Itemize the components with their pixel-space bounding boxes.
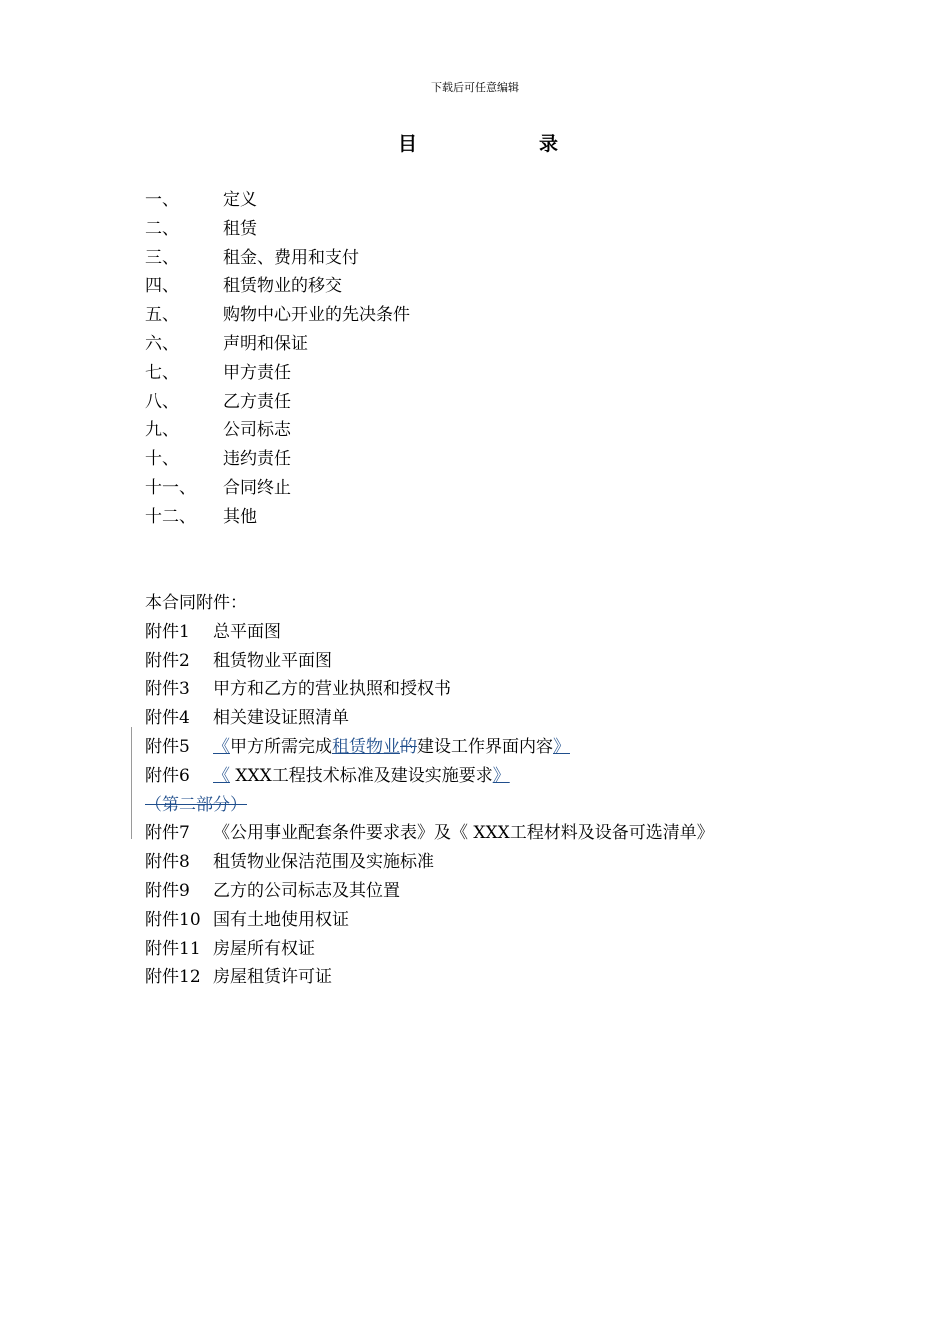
toc-title-left: 目 <box>398 133 418 155</box>
table-of-contents <box>145 186 410 532</box>
toc-item <box>145 244 410 273</box>
inserted-text: 》 <box>492 765 510 786</box>
toc-item-number: 四、 <box>145 276 179 297</box>
toc-item <box>145 301 410 330</box>
attachment-number: 附件10 <box>145 909 201 930</box>
attachment-title-text: XXX工程技术标准及建设实施要求 <box>230 765 493 786</box>
toc-item-number: 九、 <box>145 420 179 441</box>
toc-item-number: 三、 <box>145 247 179 268</box>
attachment-number: 附件6 <box>145 765 190 786</box>
attachment-title: 租赁物业平面图 <box>213 650 332 671</box>
toc-item-title: 乙方责任 <box>223 391 291 412</box>
toc-item-title: 声明和保证 <box>223 333 308 354</box>
attachment-title: 房屋租赁许可证 <box>213 967 332 988</box>
toc-item <box>145 445 410 474</box>
attachments-list <box>145 618 714 992</box>
toc-item <box>145 474 410 503</box>
toc-item <box>145 388 410 417</box>
toc-item-number: 七、 <box>145 362 179 383</box>
attachment-number: 附件8 <box>145 852 190 873</box>
attachment-number: 附件11 <box>145 938 201 959</box>
toc-item <box>145 330 410 359</box>
change-bar <box>131 727 132 839</box>
attachment-title: 相关建设证照清单 <box>213 708 349 729</box>
attachment-item <box>145 733 714 762</box>
attachment-item <box>145 618 714 647</box>
inserted-text: 《 <box>213 736 230 757</box>
toc-item <box>145 272 410 301</box>
toc-item-number: 八、 <box>145 391 179 412</box>
toc-item-number: 十、 <box>145 449 179 470</box>
attachment-item <box>145 935 714 964</box>
toc-item <box>145 503 410 532</box>
toc-item <box>145 359 410 388</box>
attachment-number: 附件4 <box>145 708 190 729</box>
toc-item-title: 合同终止 <box>223 477 291 498</box>
toc-item-title: 甲方责任 <box>223 362 291 383</box>
toc-item <box>145 186 410 215</box>
attachment-item <box>145 848 714 877</box>
toc-item-number: 十二、 <box>145 506 196 527</box>
attachment-title: 乙方的公司标志及其位置 <box>213 880 400 901</box>
toc-item <box>145 416 410 445</box>
attachment-title <box>213 762 510 791</box>
attachment-item <box>145 819 714 848</box>
attachment-title <box>213 733 570 762</box>
toc-item-number: 二、 <box>145 218 179 239</box>
toc-item-title: 其他 <box>223 506 257 527</box>
toc-item-number: 十一、 <box>145 477 196 498</box>
toc-item-title: 定义 <box>223 190 257 210</box>
inserted-text: 》 <box>553 736 570 757</box>
attachment-title: 租赁物业保洁范围及实施标准 <box>213 852 434 873</box>
deleted-text: 的 <box>400 736 417 757</box>
toc-item-title: 租赁物业的移交 <box>223 276 342 297</box>
attachment-item <box>145 762 714 791</box>
attachment-number: 附件2 <box>145 650 190 671</box>
attachment-number: 附件12 <box>145 967 201 988</box>
toc-item-number: 六、 <box>145 333 179 354</box>
attachment-title-text: 建设工作界面内容 <box>417 736 553 757</box>
deleted-text: （第二部分） <box>145 794 247 815</box>
attachment-item <box>145 704 714 733</box>
attachment-item <box>145 647 714 676</box>
attachment-title: 国有土地使用权证 <box>213 909 349 930</box>
attachment-title: 总平面图 <box>213 621 281 642</box>
attachments-heading: 本合同附件： <box>145 593 247 613</box>
toc-title-right: 录 <box>538 133 558 155</box>
toc-item-title: 租赁 <box>223 218 257 239</box>
toc-item-number: 一、 <box>145 190 179 210</box>
toc-item <box>145 215 410 244</box>
attachment-number: 附件3 <box>145 679 190 700</box>
attachment-number: 附件5 <box>145 736 190 757</box>
attachment-title-text: 甲方所需完成 <box>230 736 332 757</box>
attachment-title: 《公用事业配套条件要求表》及《 XXX工程材料及设备可选清单》 <box>213 823 714 844</box>
attachment-number: 附件7 <box>145 823 190 844</box>
attachment-item <box>145 963 714 992</box>
toc-title <box>398 129 558 156</box>
attachment-title: 房屋所有权证 <box>213 938 315 959</box>
toc-item-title: 违约责任 <box>223 449 291 470</box>
attachment-item <box>145 877 714 906</box>
toc-item-number: 五、 <box>145 305 179 326</box>
inserted-text: 《 <box>213 765 230 786</box>
toc-item-title: 公司标志 <box>223 420 291 441</box>
attachment-title: 甲方和乙方的营业执照和授权书 <box>213 679 451 700</box>
attachment-item <box>145 675 714 704</box>
attachment-number: 附件9 <box>145 880 190 901</box>
attachment-item <box>145 906 714 935</box>
toc-item-title: 租金、费用和支付 <box>223 247 359 268</box>
attachment-number: 附件1 <box>145 621 190 642</box>
toc-item-title: 购物中心开业的先决条件 <box>223 305 410 326</box>
inserted-text: 租赁物业 <box>332 736 400 757</box>
attachment-item <box>145 791 714 820</box>
page-header-note: 下载后可任意编辑 <box>431 81 519 94</box>
